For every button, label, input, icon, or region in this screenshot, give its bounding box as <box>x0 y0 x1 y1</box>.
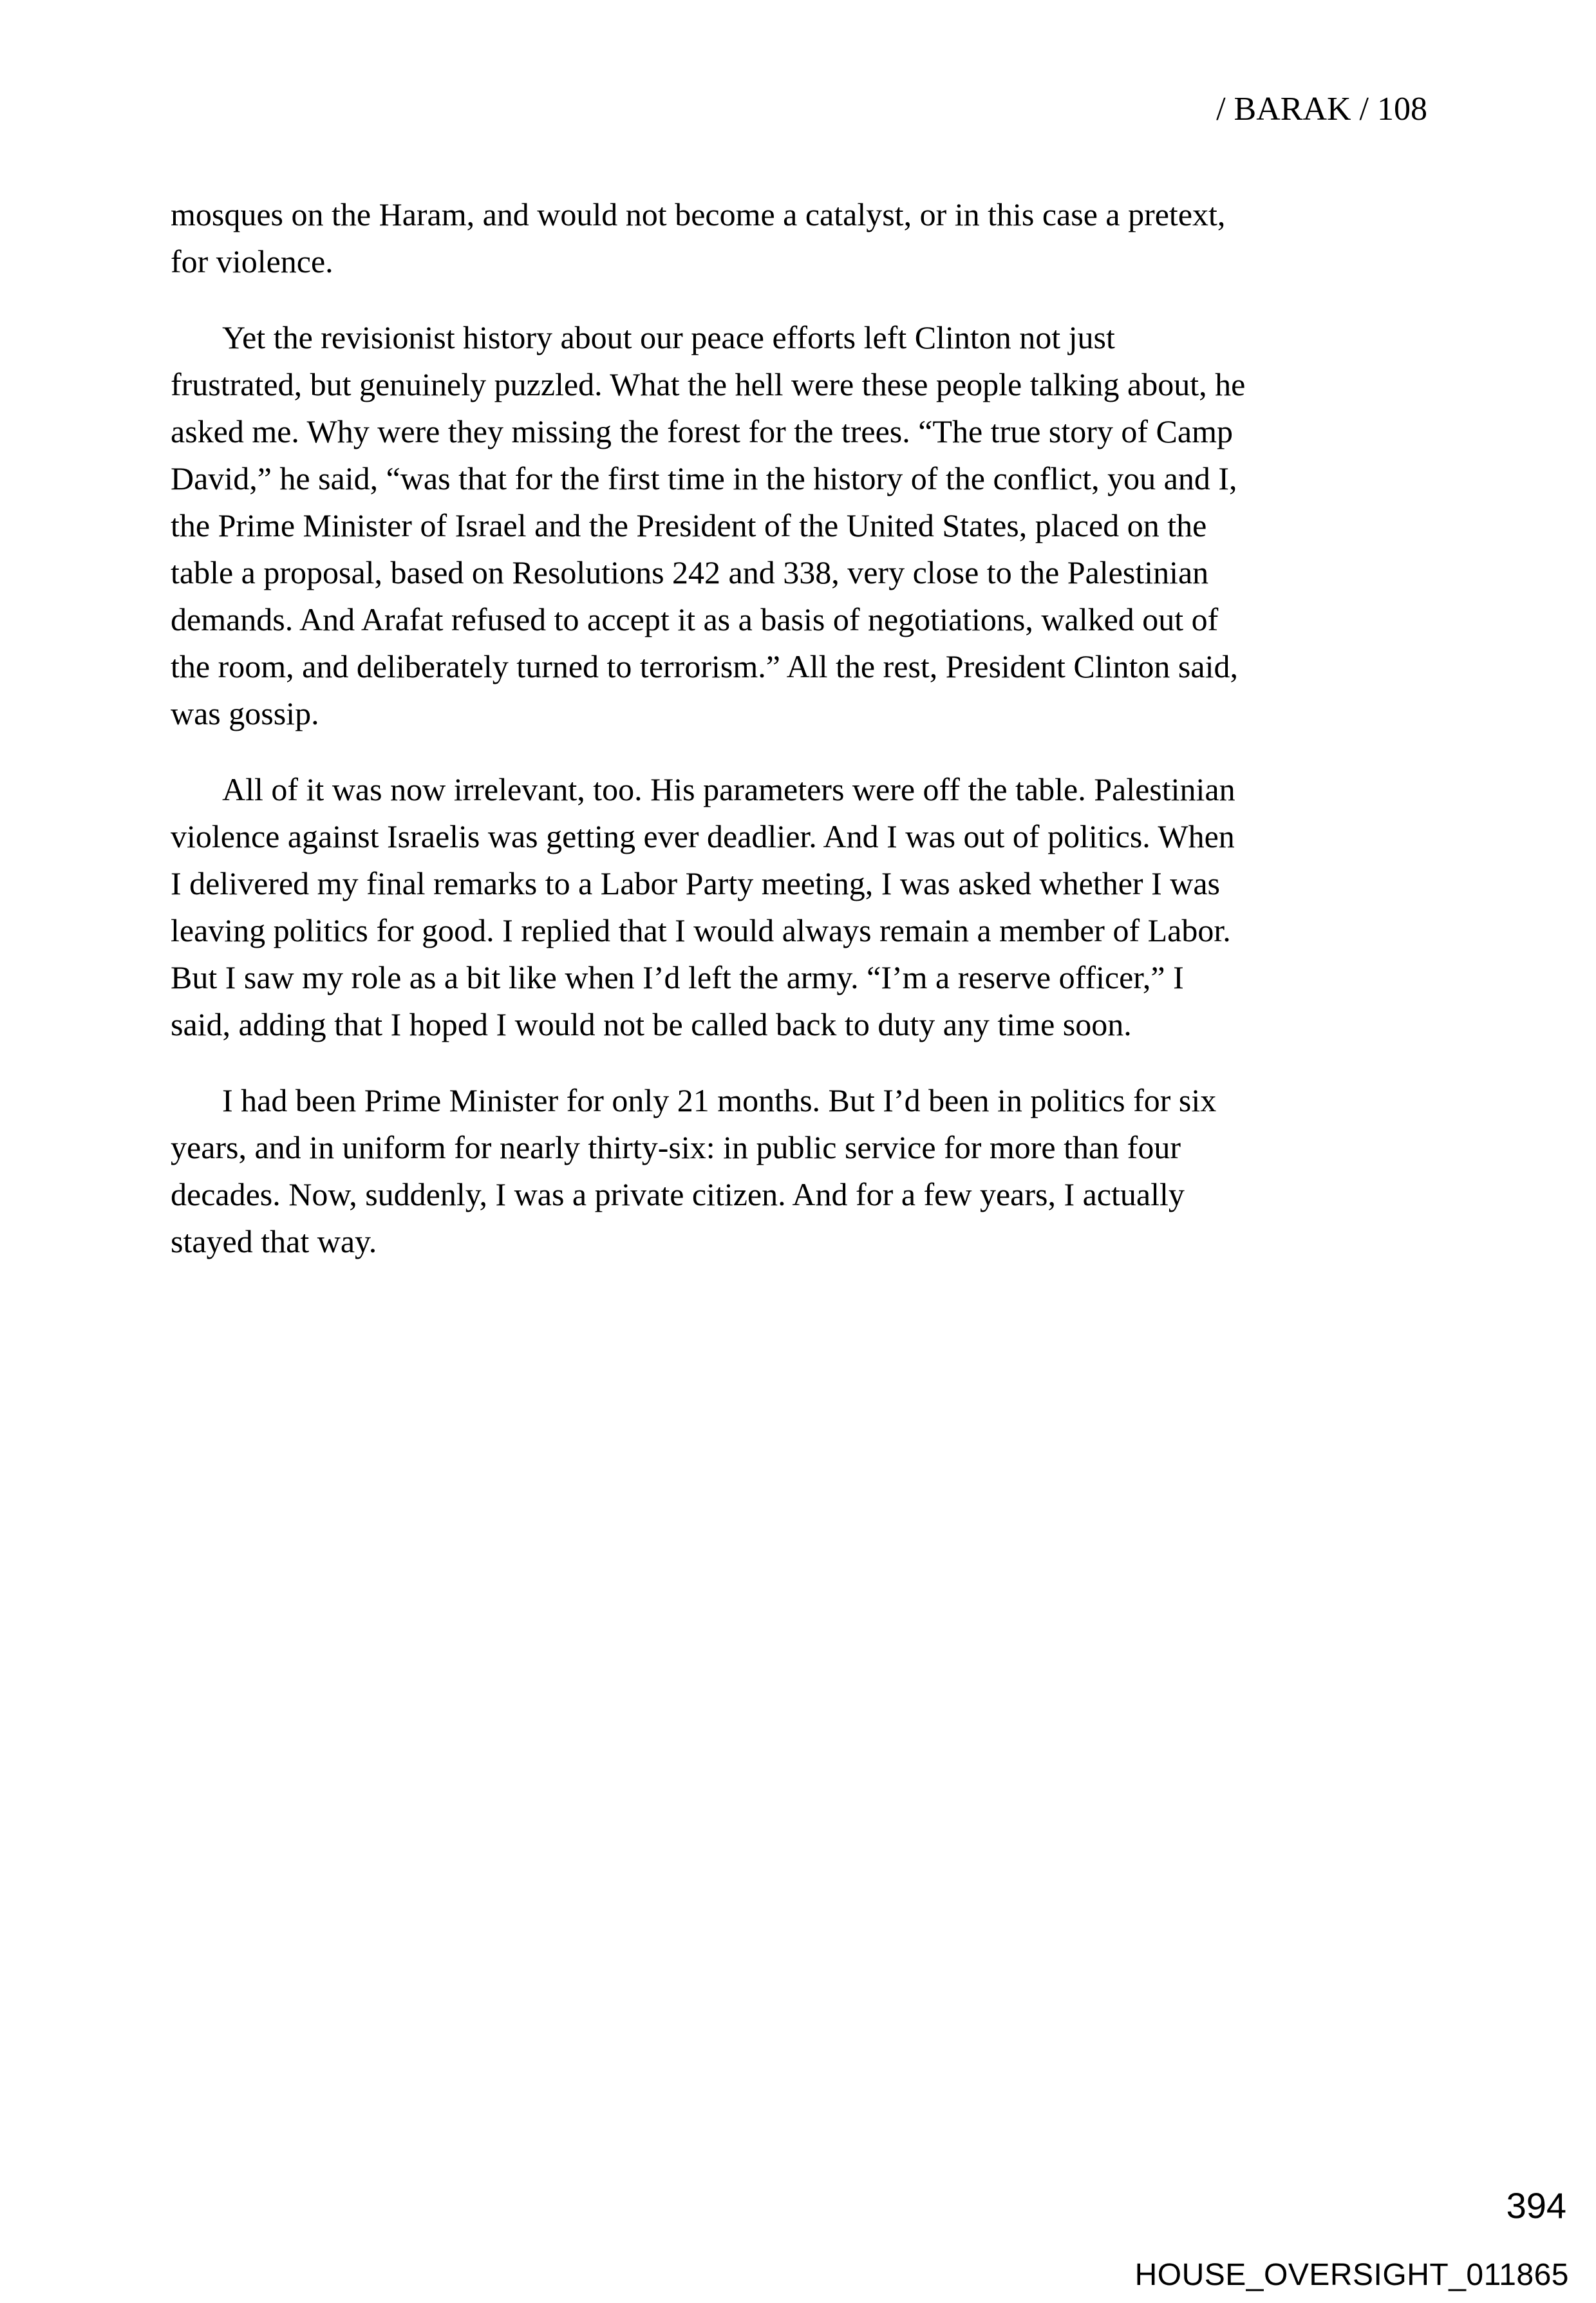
text-line: All of it was now irrelevant, too. His parameters were off the table. Palestinian <box>222 771 1235 807</box>
text-line: But I saw my role as a bit like when I’d left the army. “I’m a reserve officer,” I <box>171 959 1184 995</box>
text-line: demands. And Arafat refused to accept it as a basis of negotiations, walked out of <box>171 601 1219 637</box>
body-text <box>171 191 1465 1265</box>
text-line: table a proposal, based on Resolutions 242 and 338, very close to the Palestinian <box>171 554 1209 590</box>
text-line: Yet the revisionist history about our peace efforts left Clinton not just <box>222 319 1115 355</box>
running-header: / BARAK / 108 <box>1216 91 1427 127</box>
text-line: I had been Prime Minister for only 21 months. But I’d been in politics for six <box>222 1082 1217 1118</box>
text-line: leaving politics for good. I replied that I would always remain a member of Labor. <box>171 912 1231 948</box>
text-line: violence against Israelis was getting ever deadlier. And I was out of politics. When <box>171 818 1235 854</box>
text-line: I delivered my final remarks to a Labor Party meeting, I was asked whether I was <box>171 865 1220 901</box>
text-line: for violence. <box>171 243 333 279</box>
text-line: the Prime Minister of Israel and the President of the United States, placed on the <box>171 507 1207 543</box>
text-line: years, and in uniform for nearly thirty-six: in public service for more than four <box>171 1129 1181 1165</box>
paragraph <box>171 191 1465 285</box>
paragraph <box>171 314 1465 737</box>
text-line: said, adding that I hoped I would not be called back to duty any time soon. <box>171 1006 1132 1042</box>
text-line: was gossip. <box>171 695 319 731</box>
text-line: David,” he said, “was that for the first time in the history of the conflict, you and I, <box>171 460 1237 496</box>
text-line: decades. Now, suddenly, I was a private citizen. And for a few years, I actually <box>171 1176 1185 1212</box>
text-line: the room, and deliberately turned to terrorism.” All the rest, President Clinton said, <box>171 648 1238 684</box>
text-line: frustrated, but genuinely puzzled. What the hell were these people talking about, he <box>171 366 1246 402</box>
bates-stamp: HOUSE_OVERSIGHT_011865 <box>1134 2258 1569 2292</box>
text-line: mosques on the Haram, and would not become a catalyst, or in this case a pretext, <box>171 196 1226 232</box>
text-line: stayed that way. <box>171 1223 377 1259</box>
paragraph <box>171 766 1465 1048</box>
text-line: asked me. Why were they missing the forest for the trees. “The true story of Camp <box>171 413 1233 449</box>
page-number: 394 <box>1506 2185 1566 2226</box>
paragraph <box>171 1077 1465 1265</box>
